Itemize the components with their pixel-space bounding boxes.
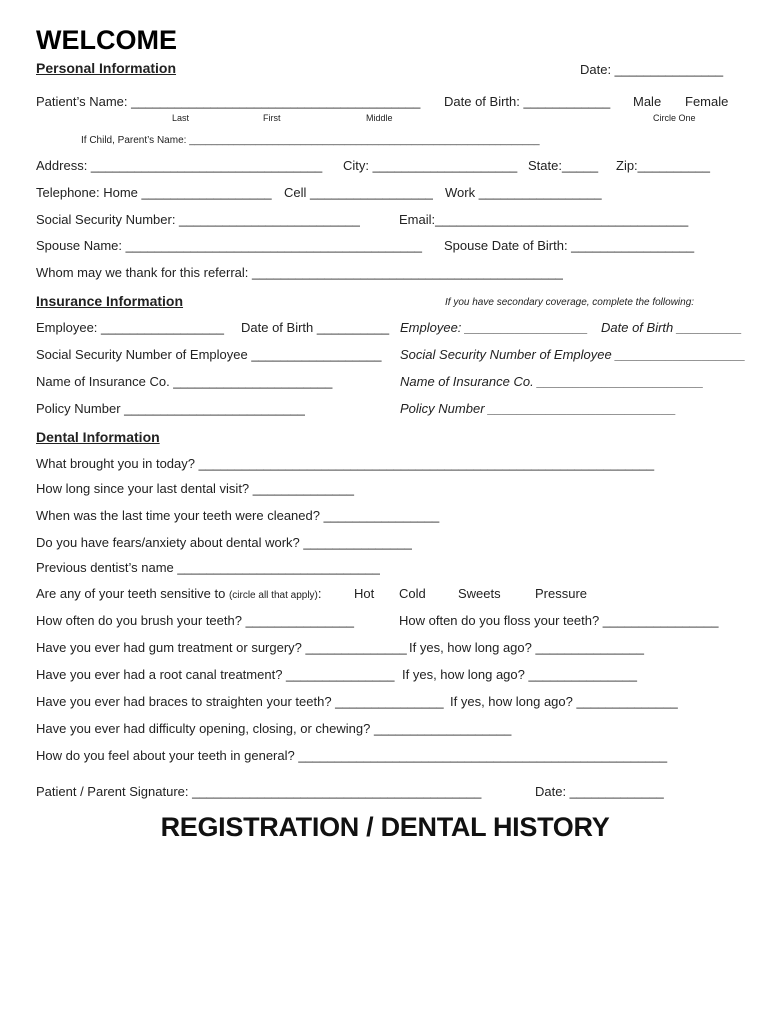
city-field[interactable]: City: ____________________: [343, 158, 518, 173]
sensitivity-option-sweets[interactable]: Sweets: [458, 586, 501, 601]
name-sublabel-middle: Middle: [366, 113, 393, 123]
insurance-info-heading: Insurance Information: [36, 293, 184, 309]
braces-field[interactable]: Have you ever had braces to straighten your teeth? _______________: [36, 694, 444, 709]
signature-date-field[interactable]: Date: _____________: [535, 784, 664, 799]
last-cleaning-field[interactable]: When was the last time your teeth were cleaned? ________________: [36, 508, 440, 523]
circle-one-note: Circle One: [653, 113, 696, 123]
signature-field[interactable]: Patient / Parent Signature: ________________________________________: [36, 784, 482, 799]
employee-dob-field[interactable]: Date of Birth __________: [241, 320, 390, 335]
sensitivity-question: [36, 586, 322, 602]
last-visit-field[interactable]: How long since your last dental visit? ______________: [36, 481, 354, 496]
ssn-field[interactable]: Social Security Number: _________________________: [36, 212, 360, 227]
chewing-difficulty-field[interactable]: Have you ever had difficulty opening, closing, or chewing? ___________________: [36, 721, 512, 736]
page-title: WELCOME: [36, 25, 177, 55]
telephone-home-field[interactable]: Telephone: Home __________________: [36, 185, 272, 200]
brushing-frequency-field[interactable]: How often do you brush your teeth? _______________: [36, 613, 355, 628]
secondary-employee-ssn-field[interactable]: Social Security Number of Employee __________________: [400, 347, 746, 362]
sensitivity-question-colon: :: [317, 586, 322, 601]
root-canal-field[interactable]: Have you ever had a root canal treatment? _______________: [36, 667, 395, 682]
sensitivity-option-pressure[interactable]: Pressure: [535, 586, 588, 601]
zip-field[interactable]: Zip:__________: [616, 158, 710, 173]
name-sublabel-first: First: [263, 113, 281, 123]
dental-info-heading: Dental Information: [36, 429, 160, 445]
reason-for-visit-field[interactable]: What brought you in today? _______________________________________________________________: [36, 456, 655, 471]
employee-ssn-field[interactable]: Social Security Number of Employee __________________: [36, 347, 382, 362]
secondary-employee-dob-field[interactable]: Date of Birth _________: [601, 320, 742, 335]
date-of-birth-field[interactable]: Date of Birth: ____________: [444, 94, 611, 109]
secondary-insurance-company-field[interactable]: Name of Insurance Co. _______________________: [400, 374, 704, 389]
cell-field[interactable]: Cell _________________: [284, 185, 433, 200]
name-sublabel-last: Last: [172, 113, 190, 123]
form-title: REGISTRATION / DENTAL HISTORY: [160, 812, 610, 842]
insurance-company-field[interactable]: Name of Insurance Co. ______________________: [36, 374, 333, 389]
secondary-policy-number-field[interactable]: Policy Number __________________________: [400, 401, 677, 416]
sensitivity-option-hot[interactable]: Hot: [354, 586, 375, 601]
previous-dentist-field[interactable]: Previous dentist’s name ____________________________: [36, 560, 380, 575]
braces-when-field[interactable]: If yes, how long ago? ______________: [450, 694, 678, 709]
spouse-dob-field[interactable]: Spouse Date of Birth: _________________: [444, 238, 695, 253]
parent-name-field[interactable]: If Child, Parent’s Name: _______________________________________________________________: [81, 135, 540, 146]
policy-number-field[interactable]: Policy Number _________________________: [36, 401, 305, 416]
teeth-feeling-field[interactable]: How do you feel about your teeth in general? ___________________________________________________: [36, 748, 668, 763]
sensitivity-question-note: (circle all that apply): [228, 590, 318, 601]
gum-treatment-field[interactable]: Have you ever had gum treatment or surgery? ______________: [36, 640, 407, 655]
work-phone-field[interactable]: Work _________________: [445, 185, 602, 200]
email-field[interactable]: Email:___________________________________: [399, 212, 689, 227]
personal-info-heading: Personal Information: [36, 60, 177, 76]
dental-anxiety-field[interactable]: Do you have fears/anxiety about dental work? _______________: [36, 535, 412, 550]
address-field[interactable]: Address: ________________________________: [36, 158, 323, 173]
gender-male-option[interactable]: Male: [633, 94, 662, 109]
state-field[interactable]: State:_____: [528, 158, 599, 173]
referral-field[interactable]: Whom may we thank for this referral: ___________________________________________: [36, 265, 563, 280]
employee-field[interactable]: Employee: _________________: [36, 320, 224, 335]
date-field[interactable]: Date: _______________: [580, 62, 724, 77]
patient-name-field[interactable]: Patient’s Name: ________________________________________: [36, 94, 421, 109]
sensitivity-question-label: Are any of your teeth sensitive to: [36, 586, 226, 601]
gum-treatment-when-field[interactable]: If yes, how long ago? _______________: [409, 640, 644, 655]
root-canal-when-field[interactable]: If yes, how long ago? _______________: [402, 667, 637, 682]
secondary-coverage-note: If you have secondary coverage, complete the following:: [445, 297, 695, 308]
spouse-name-field[interactable]: Spouse Name: _________________________________________: [36, 238, 423, 253]
gender-female-option[interactable]: Female: [685, 94, 729, 109]
sensitivity-option-cold[interactable]: Cold: [399, 586, 426, 601]
secondary-employee-field[interactable]: Employee: _________________: [400, 320, 588, 335]
flossing-frequency-field[interactable]: How often do you floss your teeth? ________________: [399, 613, 719, 628]
